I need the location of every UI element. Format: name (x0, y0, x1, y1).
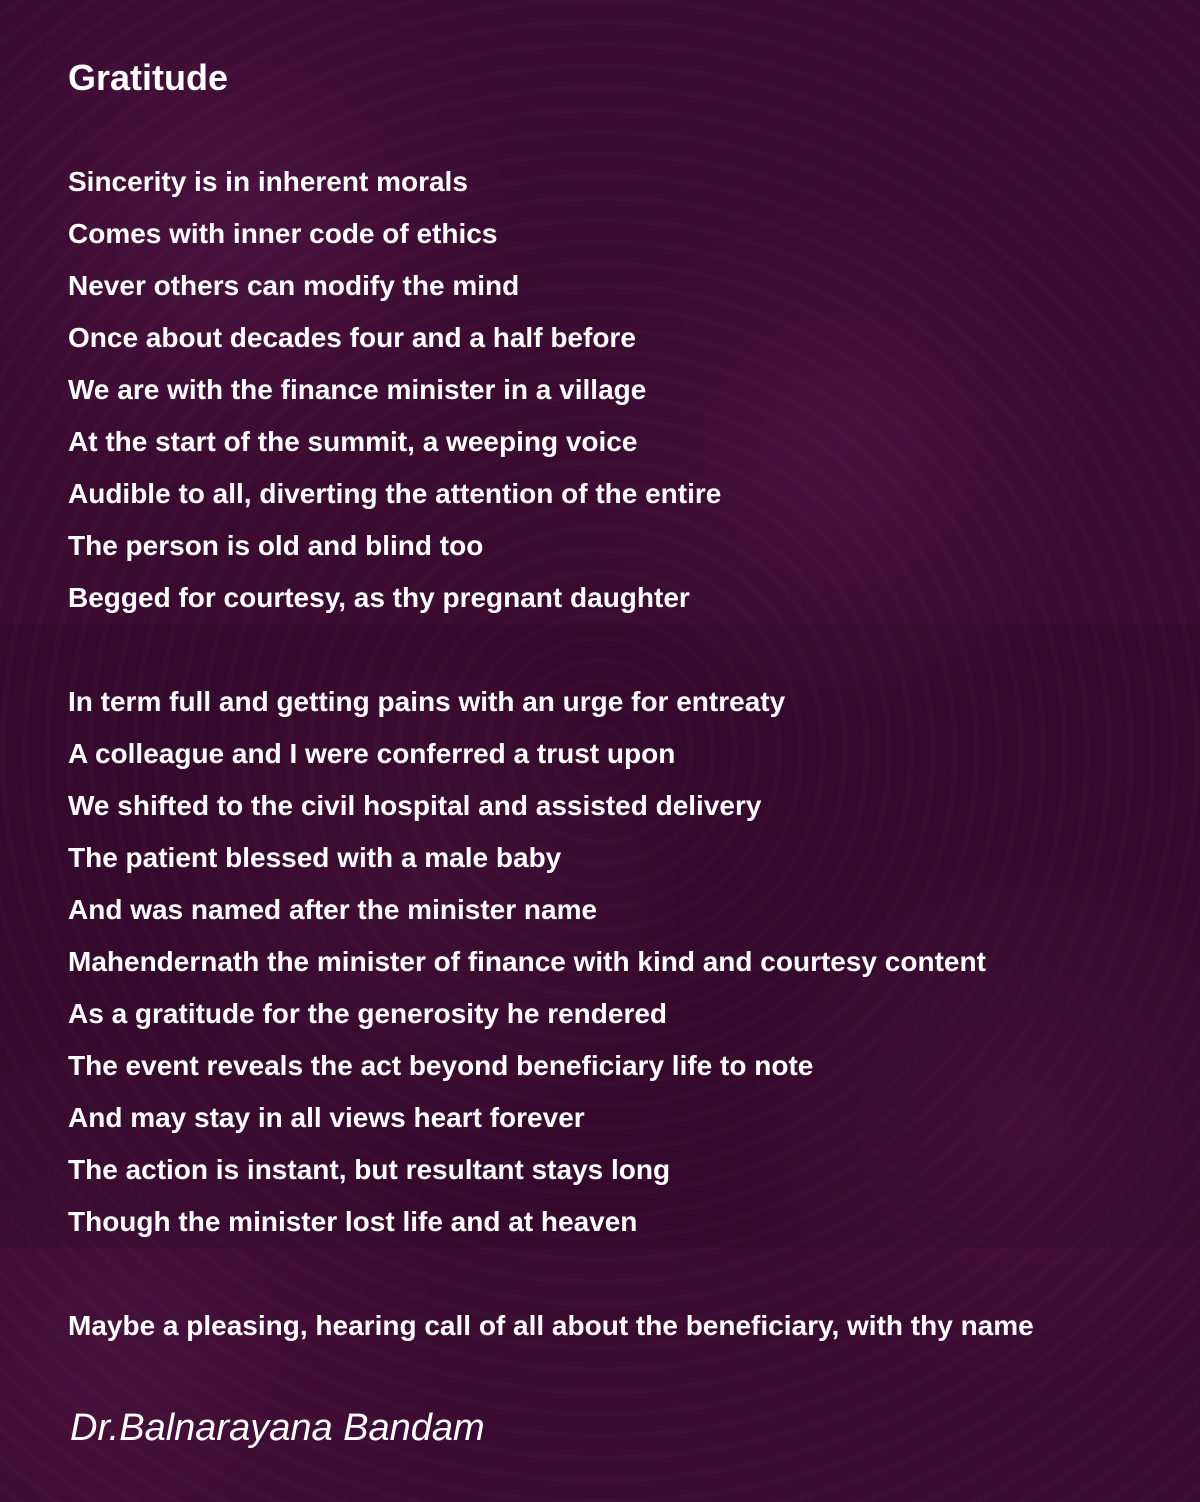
poem-line: And may stay in all views heart forever (68, 1102, 585, 1133)
poem-line: As a gratitude for the generosity he rendered (68, 998, 668, 1029)
poem-line: At the start of the summit, a weeping voice (68, 426, 638, 457)
poem-line: The person is old and blind too (68, 530, 484, 561)
poem-author: Dr.Balnarayana Bandam (70, 1407, 485, 1449)
poem-line: Comes with inner code of ethics (68, 218, 498, 249)
poem-line: A colleague and I were conferred a trust upon (68, 738, 676, 769)
poem-line: We are with the finance minister in a village (68, 374, 647, 405)
poem-line: Never others can modify the mind (68, 270, 520, 301)
poem-line: Audible to all, diverting the attention of the entire (68, 478, 722, 509)
poem-line: Though the minister lost life and at heaven (68, 1206, 638, 1237)
poem-line: Begged for courtesy, as thy pregnant daughter (68, 582, 690, 613)
title-spacer (68, 104, 1193, 156)
poem-line: We shifted to the civil hospital and assisted delivery (68, 790, 762, 821)
stanza-2 (68, 676, 1193, 1248)
poem-line: Once about decades four and a half before (68, 322, 636, 353)
stanza-3 (68, 1300, 1193, 1352)
poem-line: In term full and getting pains with an urge for entreaty (68, 686, 786, 717)
stanza-1 (68, 156, 1193, 624)
stanza-spacer (68, 624, 1193, 676)
poem-line: The event reveals the act beyond beneficiary life to note (68, 1050, 814, 1081)
poem-line: Mahendernath the minister of finance with kind and courtesy content (68, 946, 986, 977)
poem-line: The patient blessed with a male baby (68, 842, 562, 873)
poem-line: Sincerity is in inherent morals (68, 166, 468, 197)
poem-line: And was named after the minister name (68, 894, 598, 925)
poem (68, 52, 1193, 1352)
poem-line: The action is instant, but resultant stays long (68, 1154, 671, 1185)
stanza-spacer (68, 1248, 1193, 1300)
poem-title: Gratitude (68, 57, 229, 98)
poem-line: Maybe a pleasing, hearing call of all about the beneficiary, with thy name (68, 1310, 1034, 1341)
